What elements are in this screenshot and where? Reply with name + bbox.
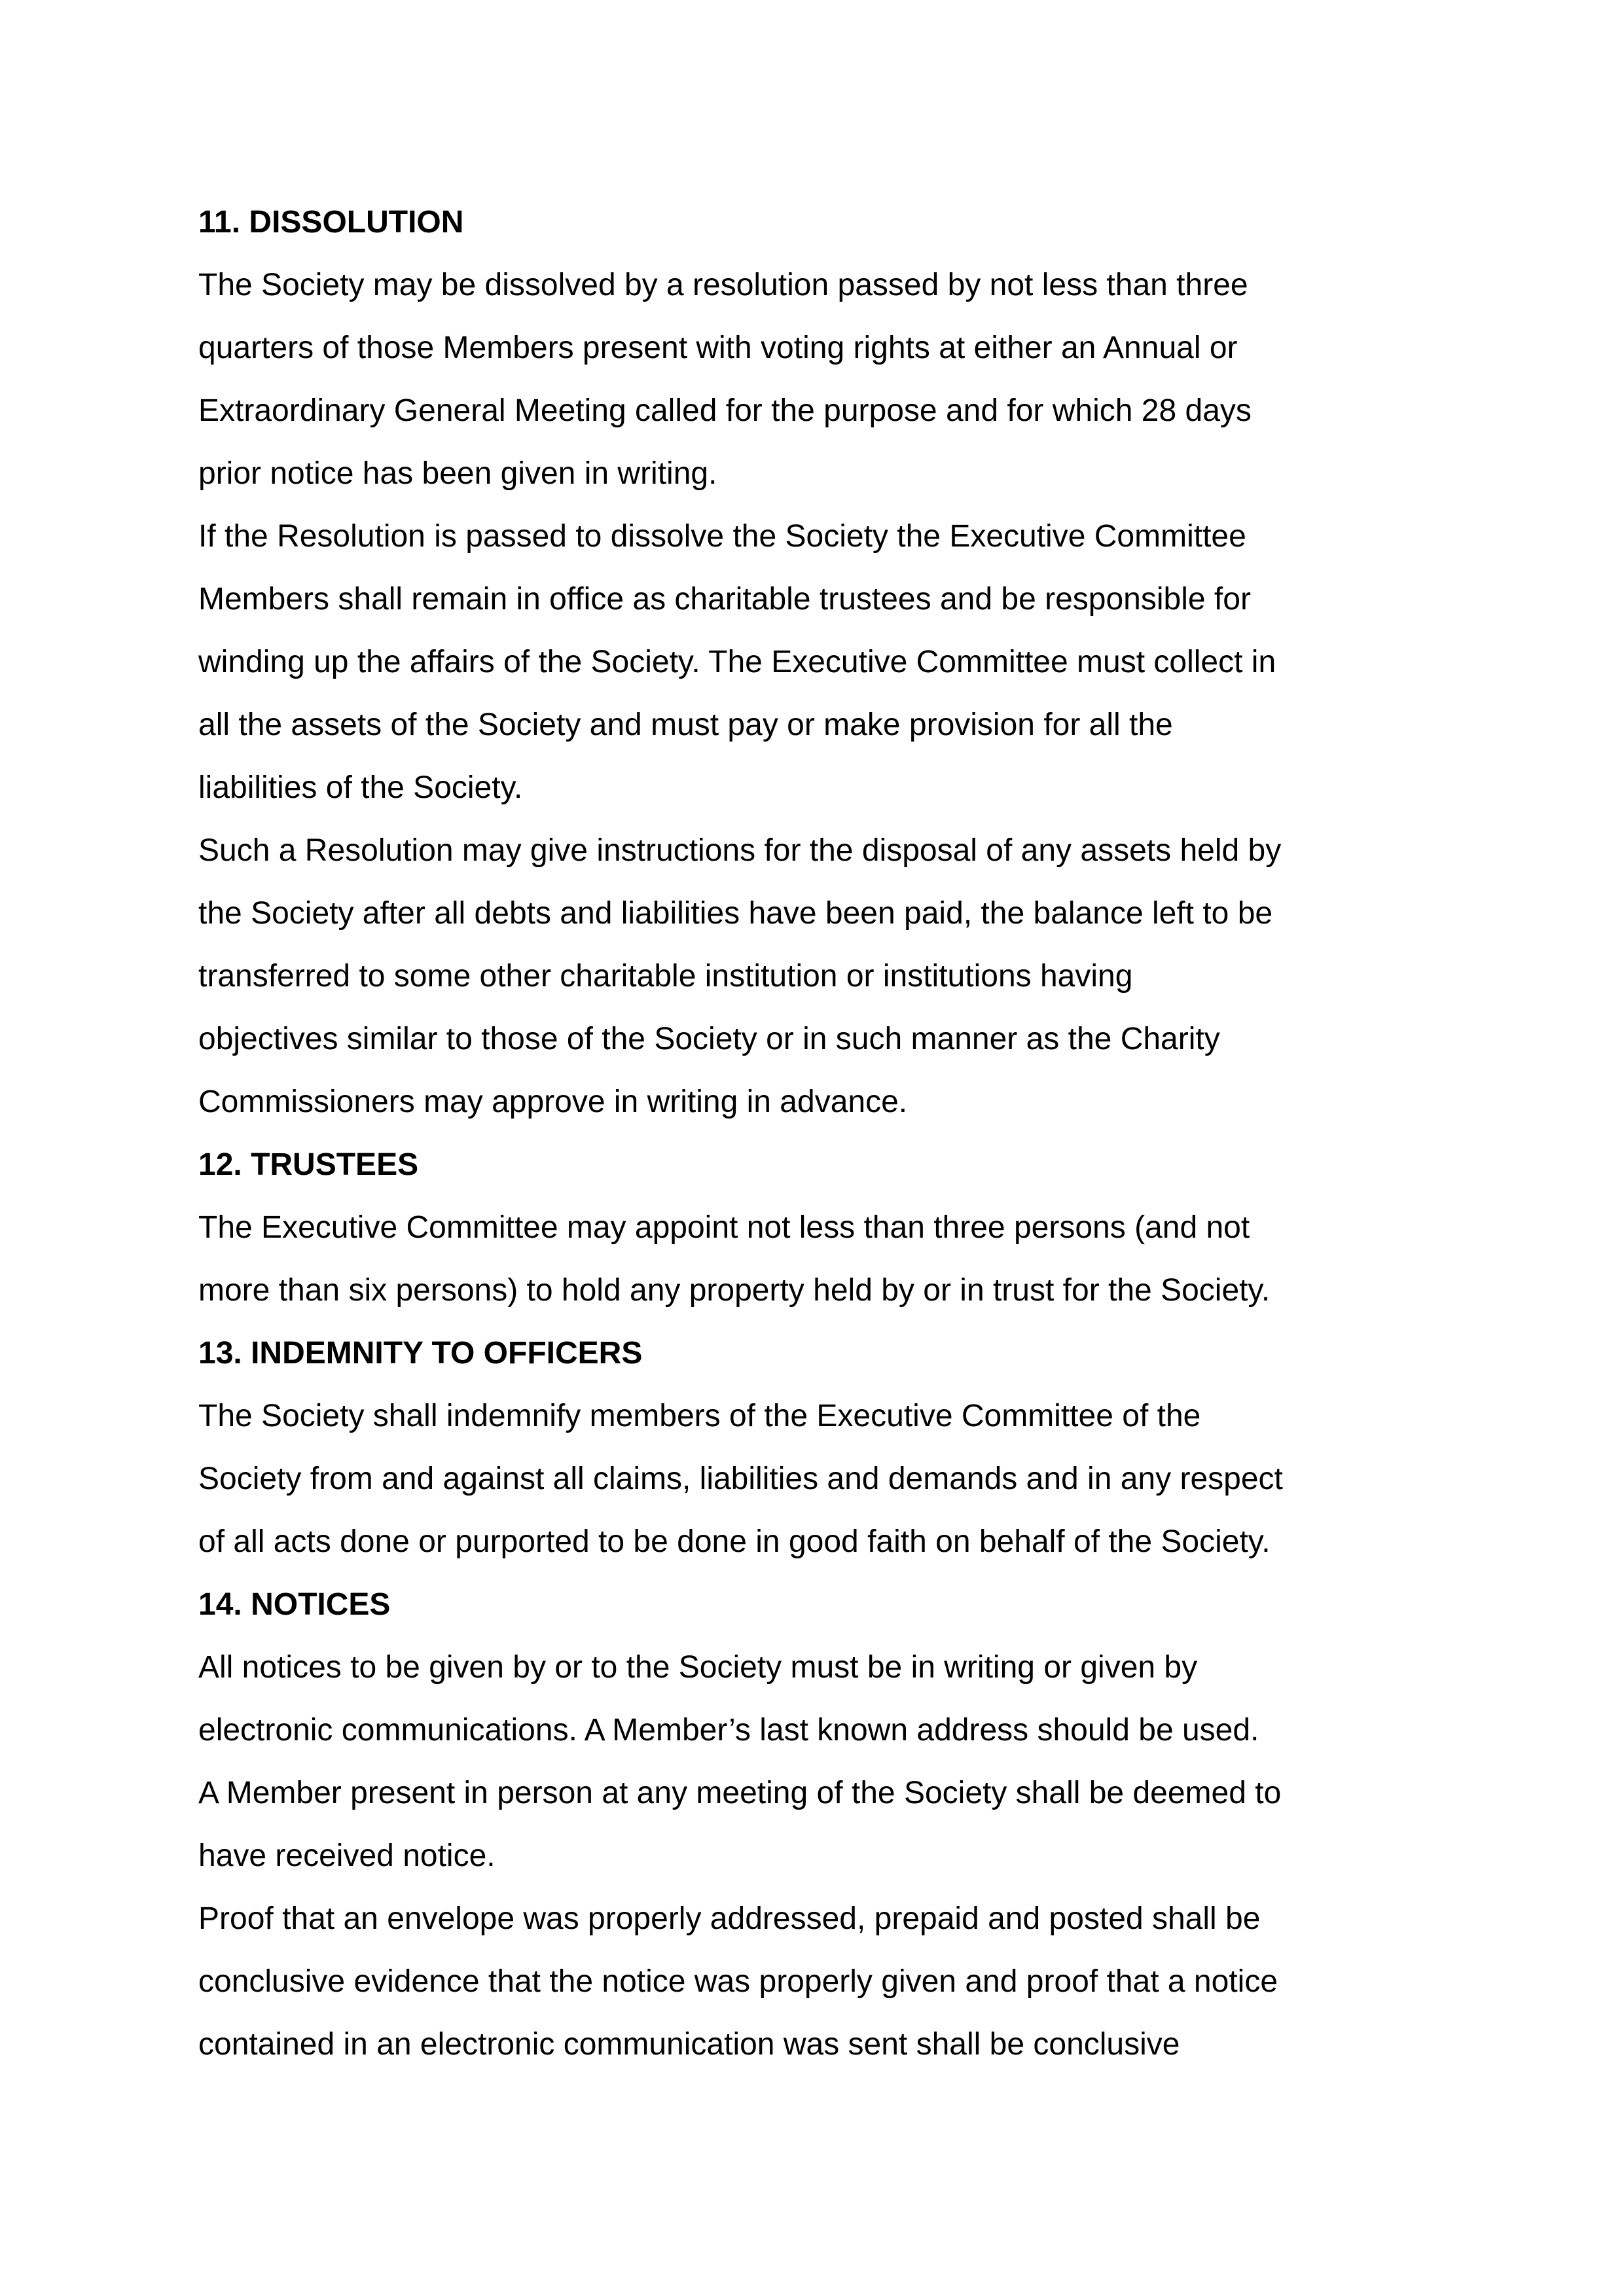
- body-line: Commissioners may approve in writing in advance.: [198, 1085, 908, 1119]
- body-line: winding up the affairs of the Society. The Executive Committee must collect in: [198, 645, 1276, 679]
- section-indemnity-to-officers: [198, 1322, 1390, 1573]
- body-line: more than six persons) to hold any property held by or in trust for the Society.: [198, 1273, 1271, 1308]
- section-heading: 11. DISSOLUTION: [198, 205, 464, 240]
- section-heading: 14. NOTICES: [198, 1587, 391, 1622]
- body-line: The Executive Committee may appoint not less than three persons (and not: [198, 1210, 1250, 1245]
- body-line: conclusive evidence that the notice was properly given and proof that a notice: [198, 1964, 1278, 1999]
- body-line: The Society may be dissolved by a resolution passed by not less than three: [198, 268, 1248, 302]
- body-line: Proof that an envelope was properly addressed, prepaid and posted shall be: [198, 1901, 1261, 1936]
- body-line: all the assets of the Society and must pay or make provision for all the: [198, 708, 1173, 742]
- section-dissolution: [198, 191, 1390, 1134]
- section-trustees: [198, 1134, 1390, 1322]
- body-line: Members shall remain in office as charitable trustees and be responsible for: [198, 582, 1251, 617]
- body-line: prior notice has been given in writing.: [198, 456, 717, 491]
- body-line: A Member present in person at any meeting of the Society shall be deemed to: [198, 1776, 1282, 1810]
- body-line: contained in an electronic communication was sent shall be conclusive: [198, 2027, 1180, 2062]
- body-line: Such a Resolution may give instructions for the disposal of any assets held by: [198, 833, 1282, 868]
- body-line: All notices to be given by or to the Society must be in writing or given by: [198, 1650, 1198, 1685]
- section-heading: 13. INDEMNITY TO OFFICERS: [198, 1336, 643, 1371]
- body-line: electronic communications. A Member’s last known address should be used.: [198, 1713, 1259, 1748]
- body-line: transferred to some other charitable institution or institutions having: [198, 959, 1133, 994]
- section-notices: [198, 1573, 1390, 2076]
- body-line: Extraordinary General Meeting called for the purpose and for which 28 days: [198, 393, 1252, 428]
- section-heading: 12. TRUSTEES: [198, 1147, 419, 1182]
- body-line: quarters of those Members present with voting rights at either an Annual or: [198, 331, 1238, 365]
- body-line: objectives similar to those of the Society or in such manner as the Charity: [198, 1022, 1220, 1056]
- body-line: the Society after all debts and liabilities have been paid, the balance left to be: [198, 896, 1273, 931]
- body-line: of all acts done or purported to be done in good faith on behalf of the Society.: [198, 1524, 1271, 1559]
- body-line: liabilities of the Society.: [198, 770, 523, 805]
- body-line: have received notice.: [198, 1839, 496, 1873]
- body-line: The Society shall indemnify members of the Executive Committee of the: [198, 1399, 1201, 1433]
- document-page: [198, 191, 1390, 2076]
- body-line: Society from and against all claims, liabilities and demands and in any respect: [198, 1462, 1283, 1496]
- body-line: If the Resolution is passed to dissolve the Society the Executive Committee: [198, 519, 1246, 554]
